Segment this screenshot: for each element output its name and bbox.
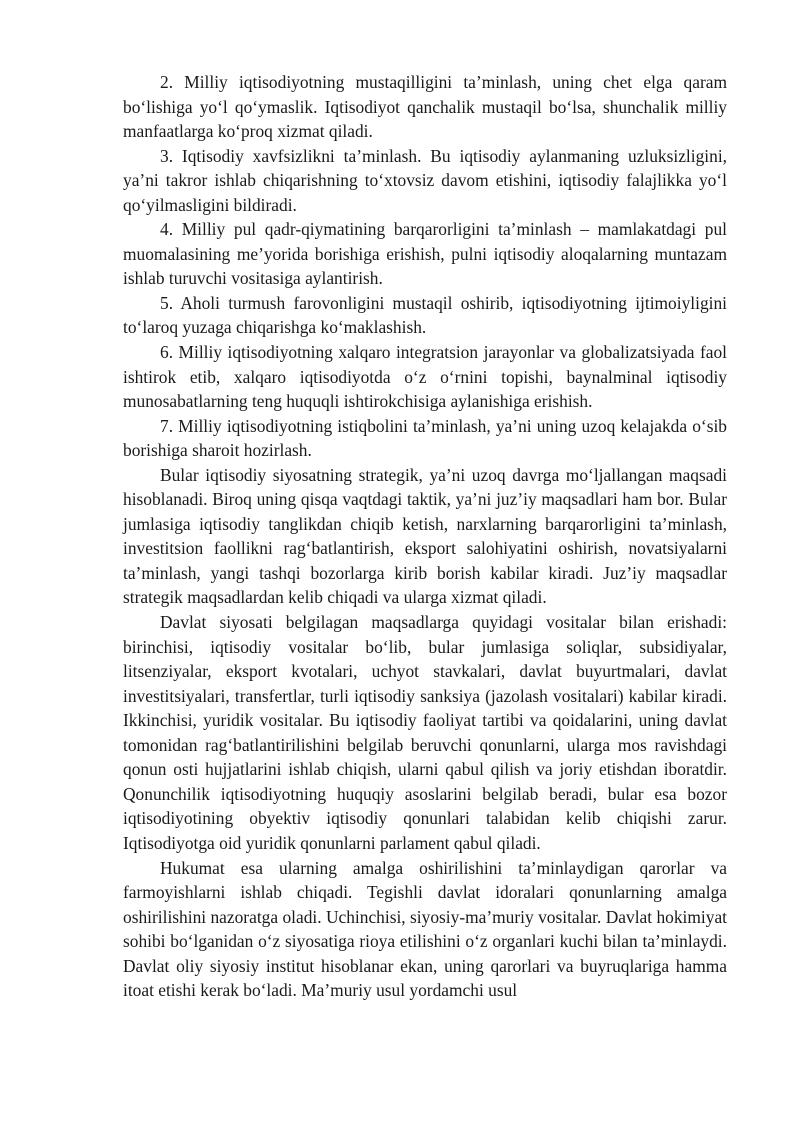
paragraph-goal-5: 5. Aholi turmush farovonligini mustaqil oshirib, iqtisodiyotning ijtimoiyligini to‘laroq yuzaga chiqarishga ko‘maklashish. [123, 292, 727, 338]
paragraph-goal-3: 3. Iqtisodiy xavfsizlikni ta’minlash. Bu iqtisodiy aylanmaning uzluksizligini, ya’ni takror ishlab chiqarishning to‘xtovsiz davom etishini, iqtisodiy falajlikka yo‘l qo‘yilmasligini bildiradi. [123, 145, 727, 215]
paragraph-policy-instruments: Davlat siyosati belgilagan maqsadlarga quyidagi vositalar bilan erishadi: birinchisi, iqtisodiy vositalar bo‘lib, bular jumlasiga soliqlar, subsidiyalar, litsenziyalar, eksport kvotalari, uchyot stavkalari, davlat buyurtmalari, davlat investitsiyalari, transfertlar, turli iqtisodiy sanksiya (jazolash vositalari) kabilar kiradi. Ikkinchisi, yuridik vositalar. Bu iqtisodiy faoliyat tartibi va qoidalarini, uning davlat tomonidan rag‘batlantirilishini belgilab beruvchi qonunlarni, ularga mos ravishdagi qonun osti hujjatlarini ishlab chiqish, ularni qabul qilish va joriy etishdan iboratdir. Qonunchilik iqtisodiyotning huquqiy asoslarini belgilab beradi, bular esa bozor iqtisodiyotining obyektiv iqtisodiy qonunlari talabidan kelib chiqishi zarur. Iqtisodiyotga oid yuridik qonunlarni parlament qabul qiladi. [123, 612, 727, 853]
paragraph-goal-6: 6. Milliy iqtisodiyotning xalqaro integratsion jarayonlar va globalizatsiyada faol ishtirok etib, xalqaro iqtisodiyotda o‘z o‘rnini topishi, baynalminal iqtisodiy munosabatlarning teng huquqli ishtirokchisiga aylanishiga erishish. [123, 342, 727, 412]
paragraph-goal-7: 7. Milliy iqtisodiyotning istiqbolini ta’minlash, ya’ni uning uzoq kelajakda o‘sib borishiga sharoit hozirlash. [123, 415, 727, 461]
paragraph-strategic-tactical-goals: Bular iqtisodiy siyosatning strategik, ya’ni uzoq davrga mo‘ljallangan maqsadi hisoblanadi. Biroq uning qisqa vaqtdagi taktik, ya’ni juz’iy maqsadlari ham bor. Bular jumlasiga iqtisodiy tanglikdan chiqib ketish, narxlarning barqarorligini ta’minlash, investitsion faollikni rag‘batlantirish, eksport salohiyatini oshirish, novatsiyalarni ta’minlash, yangi tashqi bozorlarga kirib borish kabilar kiradi. Juz’iy maqsadlar strategik maqsadlardan kelib chiqadi va ularga xizmat qiladi. [123, 464, 727, 608]
paragraph-goal-4: 4. Milliy pul qadr-qiymatining barqarorligini ta’minlash – mamlakatdagi pul muomalasining me’yorida borishiga erishish, pulni iqtisodiy aloqalarning muntazam ishlab turuvchi vositasiga aylantirish. [123, 219, 727, 289]
paragraph-goal-2: 2. Milliy iqtisodiyotning mustaqilligini ta’minlash, uning chet elga qaram bo‘lishiga yo‘l qo‘ymaslik. Iqtisodiyot qanchalik mustaqil bo‘lsa, shunchalik milliy manfaatlarga ko‘proq xizmat qiladi. [123, 72, 727, 142]
paragraph-government-administrative: Hukumat esa ularning amalga oshirilishini ta’minlaydigan qarorlar va farmoyishlarni ishlab chiqadi. Tegishli davlat idoralari qonunlarning amalga oshirilishini nazoratga oladi. Uchinchisi, siyosiy-ma’muriy vositalar. Davlat hokimiyat sohibi bo‘lganidan o‘z siyosatiga rioya etilishini o‘z organlari kuchi bilan ta’minlaydi. Davlat oliy siyosiy institut hisoblanar ekan, uning qarorlari va buyruqlariga hamma itoat etishi kerak bo‘ladi. Ma’muriy usul yordamchi usul [123, 857, 727, 1001]
document-body [123, 70, 727, 1003]
